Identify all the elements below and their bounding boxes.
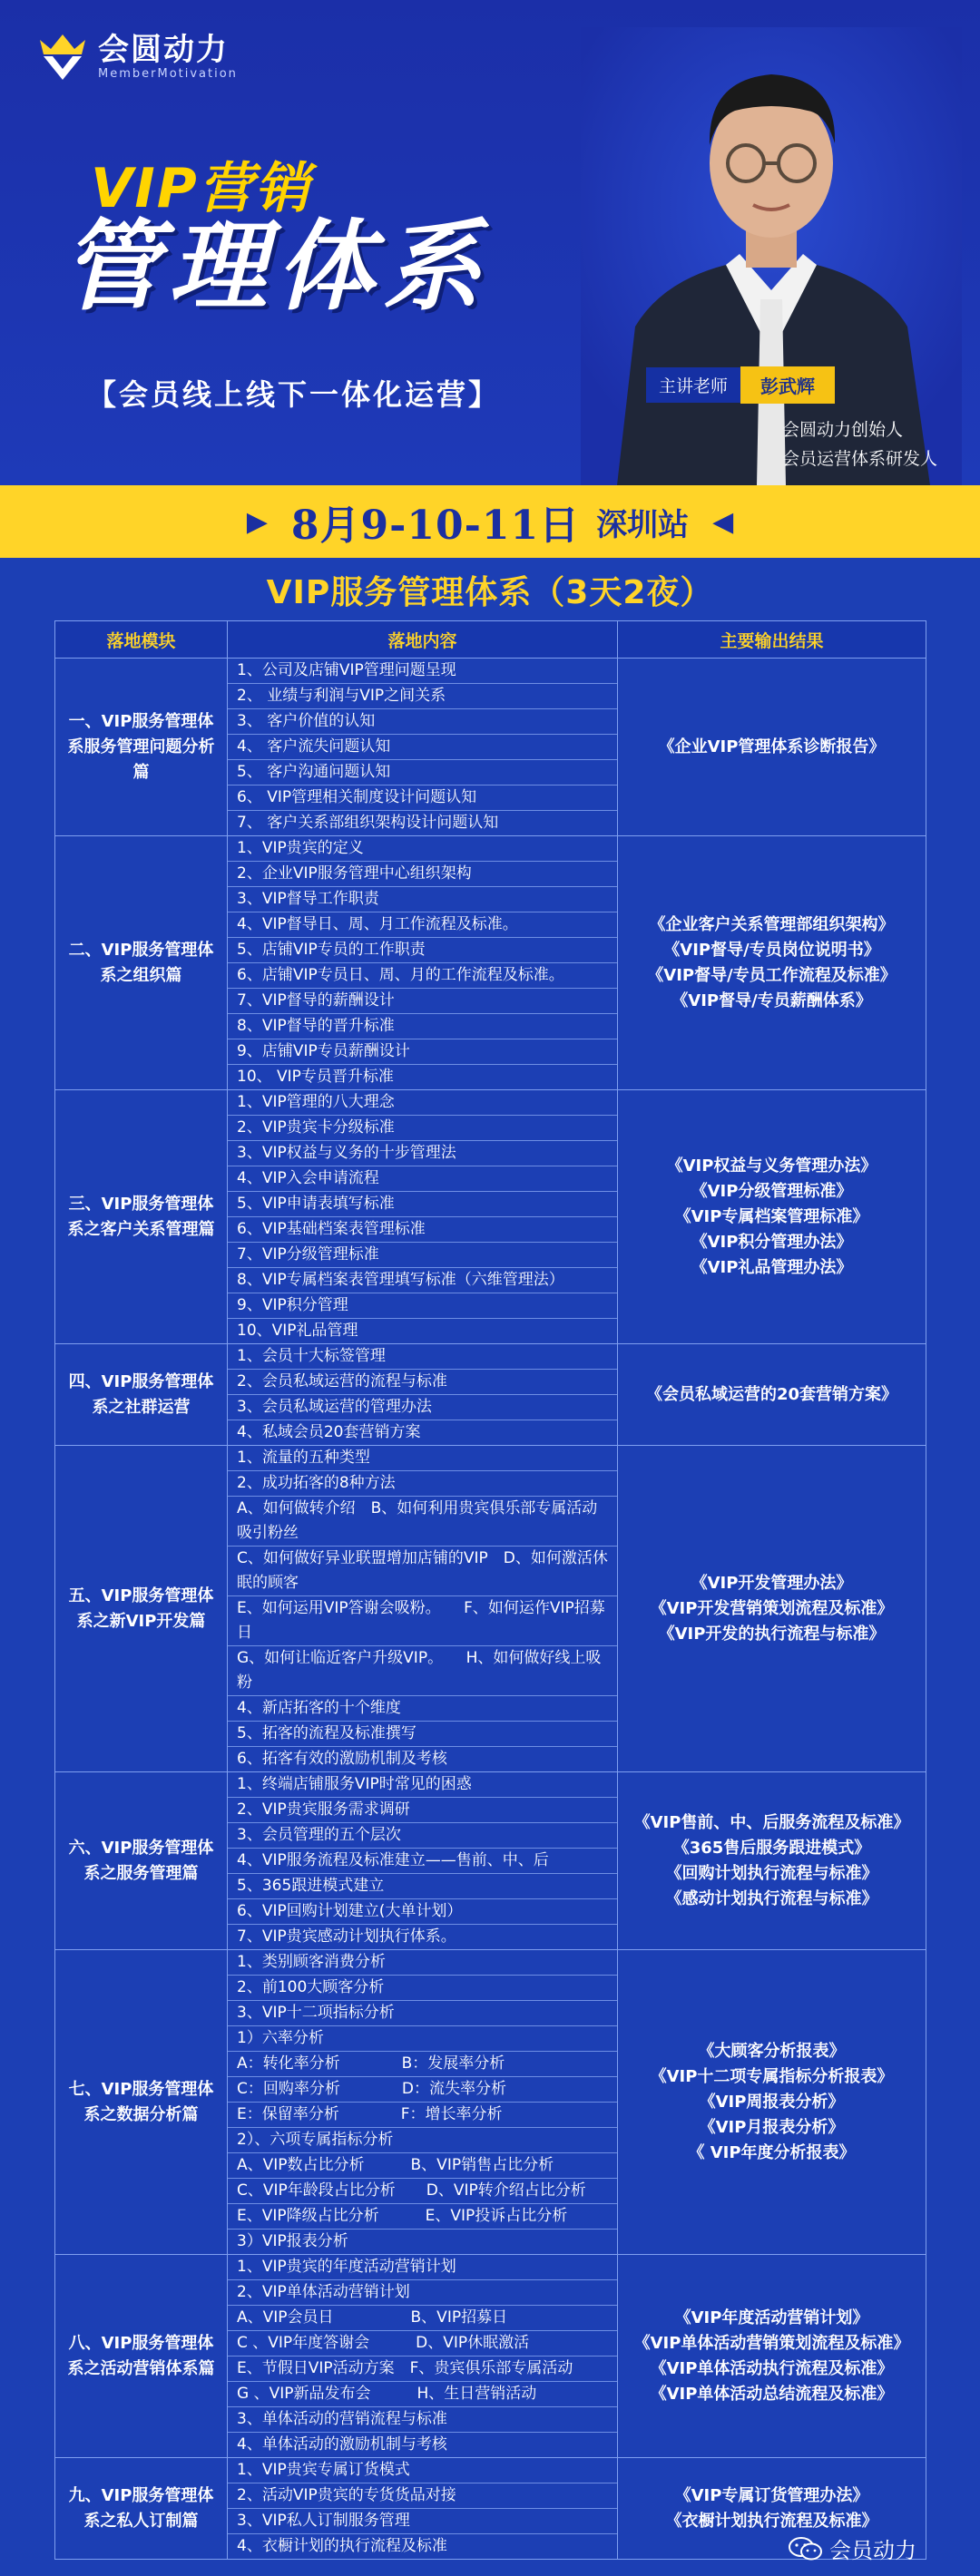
content-item: A、如何做转介绍 B、如何利用贵宾俱乐部专属活动吸引粉丝 [228, 1497, 617, 1547]
output-item: 《VIP十二项专属指标分析报表》 [650, 2066, 894, 2086]
content-item: 6、VIP基础档案表管理标准 [228, 1217, 617, 1243]
content-item: G 、VIP新品发布会 H、生日营销活动 [228, 2382, 617, 2407]
event-date: 8月9-10-11日 [290, 503, 581, 549]
output-cell [618, 1772, 926, 1950]
table-row [55, 1772, 926, 1950]
output-item: 《VIP督导/专员薪酬体系》 [671, 990, 872, 1010]
content-item: 8、VIP督导的晋升标准 [228, 1014, 617, 1039]
content-item: 4、私域会员20套营销方案 [237, 1423, 421, 1441]
content-item: 5、拓客的流程及标准撰写 [228, 1722, 617, 1747]
output-item: 《365售后服务跟进模式》 [672, 1838, 871, 1858]
table-row [55, 836, 926, 1090]
curriculum-table [54, 620, 926, 2560]
content-item: C 、VIP年度答谢会 D、VIP休眠激活 [228, 2331, 617, 2356]
content-item: 1、公司及店铺VIP管理问题呈现 [228, 659, 617, 684]
output-item: 《大顾客分析报表》 [698, 2041, 846, 2061]
module-cell: 五、VIP服务管理体系之新VIP开发篇 [55, 1446, 228, 1772]
content-item: 3、VIP权益与义务的十步管理法 [228, 1141, 617, 1166]
triangle-left-icon: ◀ [712, 505, 734, 538]
content-item: 10、VIP礼品管理 [237, 1322, 358, 1340]
content-item: E、VIP降级占比分析 E、VIP投诉占比分析 [228, 2204, 617, 2230]
output-item: 《VIP督导/专员岗位说明书》 [663, 940, 880, 960]
wechat-icon [788, 2536, 824, 2561]
content-item: 5、 客户沟通问题认知 [228, 760, 617, 785]
table-row [55, 1446, 926, 1772]
content-item: 7、VIP督导的薪酬设计 [228, 989, 617, 1014]
content-cell [228, 2255, 618, 2458]
content-item: 4、单体活动的激励机制与考核 [237, 2435, 447, 2454]
content-cell [228, 659, 618, 836]
output-item: 《企业VIP管理体系诊断报告》 [658, 737, 886, 756]
content-item: 9、VIP积分管理 [228, 1293, 617, 1319]
content-item: 1、VIP贵宾专属订货模式 [228, 2458, 617, 2483]
module-cell: 八、VIP服务管理体系之活动营销体系篇 [55, 2255, 228, 2458]
output-item: 《VIP开发营销策划流程及标准》 [650, 1598, 894, 1618]
content-item: 6、拓客有效的激励机制及考核 [237, 1750, 447, 1768]
content-cell [228, 1344, 618, 1446]
content-item: 4、VIP入会申请流程 [228, 1166, 617, 1192]
content-item: 4、衣橱计划的执行流程及标准 [237, 2537, 447, 2555]
hero-banner [0, 0, 980, 485]
content-item: 1、流量的五种类型 [228, 1446, 617, 1471]
output-item: 《会员私域运营的20套营销方案》 [645, 1384, 898, 1404]
module-cell: 三、VIP服务管理体系之客户关系管理篇 [55, 1090, 228, 1344]
content-cell [228, 1446, 618, 1772]
output-item: 《VIP开发管理办法》 [691, 1573, 853, 1593]
table-row [55, 1950, 926, 2255]
event-city: 深圳站 [596, 506, 690, 543]
content-item: 3、VIP十二项指标分析 [228, 2001, 617, 2026]
wechat-watermark [788, 2532, 916, 2564]
content-item: 4、新店拓客的十个维度 [228, 1696, 617, 1722]
table-row [55, 659, 926, 836]
output-item: 《VIP专属订货管理办法》 [674, 2485, 869, 2505]
crown-v-logo-icon [36, 31, 89, 82]
content-item: 2、VIP单体活动营销计划 [228, 2280, 617, 2306]
hero-tag: VIP营销 [91, 157, 311, 220]
content-item: 1）六率分析 [228, 2026, 617, 2052]
brand-logo [36, 31, 238, 82]
output-item: 《 VIP年度分析报表》 [688, 2142, 856, 2162]
table-row [55, 1090, 926, 1344]
content-item: 1、VIP贵宾的年度活动营销计划 [228, 2255, 617, 2280]
speaker-bio [782, 415, 937, 473]
content-cell [228, 1950, 618, 2255]
output-item: 《VIP周报表分析》 [699, 2092, 845, 2112]
speaker-role: 主讲老师 [646, 367, 740, 403]
output-item: 《企业客户关系管理部组织架构》 [649, 914, 895, 934]
content-item: 3、单体活动的营销流程与标准 [228, 2407, 617, 2433]
content-item: 6、店铺VIP专员日、周、月的工作流程及标准。 [228, 963, 617, 989]
output-item: 《VIP专属档案管理标准》 [674, 1206, 869, 1226]
output-item: 《VIP售前、中、后服务流程及标准》 [633, 1812, 910, 1832]
content-item: 8、VIP专属档案表管理填写标准（六维管理法） [228, 1268, 617, 1293]
content-item: 7、VIP分级管理标准 [228, 1243, 617, 1268]
content-cell [228, 836, 618, 1090]
content-item: 1、VIP贵宾的定义 [228, 836, 617, 862]
output-cell [618, 2255, 926, 2458]
output-item: 《VIP月报表分析》 [699, 2117, 845, 2137]
output-cell [618, 659, 926, 836]
content-item: 6、 VIP管理相关制度设计问题认知 [228, 785, 617, 811]
content-item: 4、VIP服务流程及标准建立——售前、中、后 [228, 1849, 617, 1874]
content-item: 2、活动VIP贵宾的专货货品对接 [228, 2483, 617, 2509]
output-item: 《VIP年度活动营销计划》 [674, 2308, 869, 2327]
output-item: 《衣橱计划执行流程及标准》 [665, 2511, 878, 2531]
output-item: 《VIP礼品管理办法》 [691, 1257, 853, 1277]
content-item: 1、VIP管理的八大理念 [228, 1090, 617, 1116]
content-item: 4、VIP督导日、周、月工作流程及标准。 [228, 912, 617, 938]
output-cell [618, 1446, 926, 1772]
content-item: 2、前100大顾客分析 [228, 1976, 617, 2001]
content-item: E、节假日VIP活动方案 F、贵宾俱乐部专属活动 [228, 2356, 617, 2382]
output-cell [618, 1950, 926, 2255]
content-item: 1、类别顾客消费分析 [228, 1950, 617, 1976]
content-item: A、VIP数占比分析 B、VIP销售占比分析 [228, 2153, 617, 2179]
output-item: 《VIP分级管理标准》 [691, 1181, 853, 1201]
content-item: C、如何做好异业联盟增加店铺的VIP D、如何激活休眠的顾客 [228, 1547, 617, 1596]
speaker-name: 彭武辉 [740, 366, 835, 404]
module-cell: 九、VIP服务管理体系之私人订制篇 [55, 2458, 228, 2560]
speaker-bio-line: 会员运营体系研发人 [782, 449, 938, 469]
output-item: 《VIP单体活动总结流程及标准》 [650, 2384, 894, 2404]
output-cell [618, 1344, 926, 1446]
output-item: 《回购计划执行流程与标准》 [665, 1863, 878, 1883]
content-item: 3、VIP督导工作职责 [228, 887, 617, 912]
content-item: 9、店铺VIP专员薪酬设计 [228, 1039, 617, 1065]
content-cell [228, 1090, 618, 1344]
content-item: G、如何让临近客户升级VIP。 H、如何做好线上吸粉 [228, 1646, 617, 1696]
brand-name: 会圆动力 [98, 31, 229, 68]
output-item: 《VIP单体活动执行流程及标准》 [650, 2358, 894, 2378]
content-item: C：回购率分析 D：流失率分析 [228, 2077, 617, 2103]
event-date-bar [0, 485, 980, 558]
content-item: 2、企业VIP服务管理中心组织架构 [228, 862, 617, 887]
output-item: 《VIP积分管理办法》 [691, 1232, 853, 1252]
content-item: C、VIP年龄段占比分析 D、VIP转介绍占比分析 [228, 2179, 617, 2204]
header-module: 落地模块 [55, 621, 228, 659]
speaker-name-tag [646, 366, 835, 403]
content-item: 5、365跟进模式建立 [228, 1874, 617, 1899]
content-item: A：转化率分析 B：发展率分析 [228, 2052, 617, 2077]
brand-subtitle: MemberMotivation [98, 66, 238, 81]
content-item: 7、 客户关系部组织架构设计问题认知 [237, 814, 499, 832]
output-item: 《VIP单体活动营销策划流程及标准》 [633, 2333, 910, 2353]
content-item: 3）VIP报表分析 [237, 2232, 348, 2250]
header-content: 落地内容 [228, 621, 618, 659]
content-cell [228, 2458, 618, 2560]
header-output: 主要输出结果 [618, 621, 926, 659]
module-cell: 一、VIP服务管理体系服务管理问题分析篇 [55, 659, 228, 836]
content-item: 3、会员私域运营的管理办法 [228, 1395, 617, 1420]
content-item: 5、VIP申请表填写标准 [228, 1192, 617, 1217]
content-item: 2、成功拓客的8种方法 [228, 1471, 617, 1497]
module-cell: 四、VIP服务管理体系之社群运营 [55, 1344, 228, 1446]
output-cell [618, 836, 926, 1090]
content-item: 6、VIP回购计划建立(大单计划） [228, 1899, 617, 1925]
content-item: 2、VIP贵宾服务需求调研 [228, 1798, 617, 1823]
triangle-right-icon: ▶ [246, 505, 268, 538]
content-item: 2）、六项专属指标分析 [228, 2128, 617, 2153]
table-row [55, 2255, 926, 2458]
output-cell [618, 1090, 926, 1344]
content-item: E：保留率分析 F：增长率分析 [228, 2103, 617, 2128]
content-item: 1、终端店铺服务VIP时常见的困惑 [228, 1772, 617, 1798]
content-item: 1、会员十大标签管理 [228, 1344, 617, 1370]
module-cell: 七、VIP服务管理体系之数据分析篇 [55, 1950, 228, 2255]
content-cell [228, 1772, 618, 1950]
hero-subtitle: 【会员线上线下一体化运营】 [87, 377, 501, 412]
output-item: 《VIP督导/专员工作流程及标准》 [647, 965, 897, 985]
content-item: 10、 VIP专员晋升标准 [237, 1068, 394, 1086]
section-title: VIP服务管理体系（3天2夜） [266, 574, 714, 611]
output-item: 《VIP权益与义务管理办法》 [666, 1156, 877, 1176]
watermark-text: 会员动力 [829, 2538, 916, 2563]
content-item: 2、 业绩与利润与VIP之间关系 [228, 684, 617, 709]
content-item: 3、会员管理的五个层次 [228, 1823, 617, 1849]
speaker-bio-line: 会圆动力创始人 [782, 420, 904, 440]
output-item: 《VIP开发的执行流程与标准》 [658, 1624, 886, 1644]
content-item: 2、VIP贵宾卡分级标准 [228, 1116, 617, 1141]
content-item: 3、VIP私人订制服务管理 [228, 2509, 617, 2534]
content-item: 3、 客户价值的认知 [228, 709, 617, 735]
table-row [55, 1344, 926, 1446]
content-item: A、VIP会员日 B、VIP招募日 [228, 2306, 617, 2331]
table-header-row [55, 621, 926, 659]
hero-title: 管理体系 [62, 210, 491, 324]
output-item: 《感动计划执行流程与标准》 [665, 1888, 878, 1908]
content-item: 7、VIP贵宾感动计划执行体系。 [237, 1927, 456, 1946]
content-item: 2、会员私域运营的流程与标准 [228, 1370, 617, 1395]
content-item: 4、 客户流失问题认知 [228, 735, 617, 760]
content-item: 5、店铺VIP专员的工作职责 [228, 938, 617, 963]
module-cell: 二、VIP服务管理体系之组织篇 [55, 836, 228, 1090]
content-item: E、如何运用VIP答谢会吸粉。 F、如何运作VIP招募日 [228, 1596, 617, 1646]
module-cell: 六、VIP服务管理体系之服务管理篇 [55, 1772, 228, 1950]
